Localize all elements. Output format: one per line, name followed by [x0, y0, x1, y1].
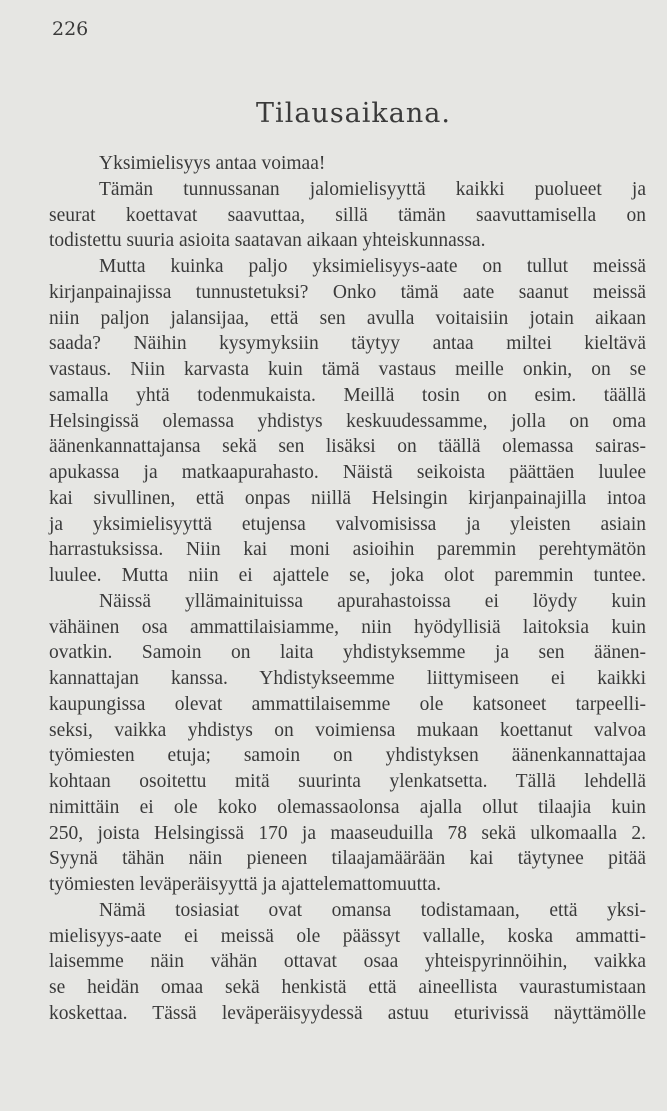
text-line: kohtaan osoitettu mitä suurinta ylenkatsetta. Tällä lehdellä	[49, 771, 646, 792]
page-number: 226	[52, 18, 89, 40]
text-line: Nämä tosiasiat ovat omansa todistamaan, että yksi-	[99, 899, 646, 921]
text-line: kaupungissa olevat ammattilaisemme ole katsoneet tarpeelli-	[49, 693, 646, 715]
text-line: mielisyys-aate ei meissä ole päässyt vallalle, koska ammatti-	[49, 925, 646, 947]
body-text	[49, 151, 646, 1027]
text-line: niin paljon jalansijaa, että sen avulla voitaisiin jotain aikaan	[49, 307, 646, 329]
text-line: Mutta kuinka paljo yksimielisyys-aate on tullut meissä	[99, 256, 646, 277]
text-line: ovatkin. Samoin on laita yhdistyksemme ja sen äänen-	[49, 642, 646, 664]
text-line: kirjanpainajissa tunnustetuksi? Onko tämä aate saanut meissä	[49, 281, 646, 303]
text-line: Helsingissä olemassa yhdistys keskuudessamme, jolla on oma	[49, 410, 646, 432]
text-line: Tämän tunnussanan jalomielisyyttä kaikki puolueet ja	[99, 178, 646, 200]
text-line: 250, joista Helsingissä 170 ja maaseuduilla 78 sekä ulkomaalla 2.	[49, 822, 646, 844]
text-line: samalla yhtä todenmukaista. Meillä tosin on esim. täällä	[49, 384, 646, 406]
text-line: saada? Näihin kysymyksiin täytyy antaa miltei kieltävä	[49, 333, 646, 355]
text-line: vastaus. Niin karvasta kuin tämä vastaus meille onkin, on se	[49, 359, 646, 380]
text-line: ja yksimielisyyttä etujensa valvomisissa ja yleisten asiain	[49, 513, 646, 535]
text-line: Syynä tähän näin pieneen tilaajamäärään kai täytynee pitää	[49, 848, 646, 870]
text-line: Näissä yllämainituissa apurahastoissa ei löydy kuin	[99, 590, 646, 612]
text-line: todistettu suuria asioita saatavan aikaan yhteiskunnassa.	[49, 230, 486, 252]
text-line: seksi, vaikka yhdistys on voimiensa mukaan koettanut valvoa	[49, 719, 646, 741]
text-line: apukassa ja matkaapurahasto. Näistä seikoista päättäen luulee	[49, 462, 646, 483]
text-line: seurat koettavat saavuttaa, sillä tämän saavuttamisella on	[49, 204, 646, 226]
text-line: Yksimielisyys antaa voimaa!	[99, 153, 326, 174]
text-line: kai sivullinen, että onpas niillä Helsingin kirjanpainajilla intoa	[49, 487, 646, 509]
text-line: laisemme näin vähän ottavat osaa yhteispyrinnöihin, vaikka	[49, 951, 646, 973]
text-line: kannattajan kanssa. Yhdistykseemme liittymiseen ei kaikki	[49, 668, 646, 689]
page-title: Tilausaikana.	[256, 98, 451, 129]
text-line: luulee. Mutta niin ei ajattele se, joka olot paremmin tuntee.	[49, 565, 646, 586]
text-line: harrastuksissa. Niin kai moni asioihin paremmin perehtymätön	[49, 539, 646, 561]
text-line: äänenkannattajansa sekä sen lisäksi on täällä olemassa sairas-	[49, 436, 646, 458]
text-line: työmiesten etuja; samoin on yhdistyksen äänenkannattajaa	[49, 745, 646, 767]
text-line: työmiesten leväperäisyyttä ja ajattelemattomuutta.	[49, 874, 442, 895]
text-line: nimittäin ei ole koko olemassaolonsa ajalla ollut tilaajia kuin	[49, 796, 646, 818]
text-line: se heidän omaa sekä henkistä että aineellista vaurastumistaan	[49, 977, 646, 998]
text-line: koskettaa. Tässä leväperäisyydessä astuu eturivissä näyttämölle	[49, 1002, 646, 1024]
text-line: vähäinen osa ammattilaisiamme, niin hyödyllisiä laitoksia kuin	[49, 616, 646, 638]
